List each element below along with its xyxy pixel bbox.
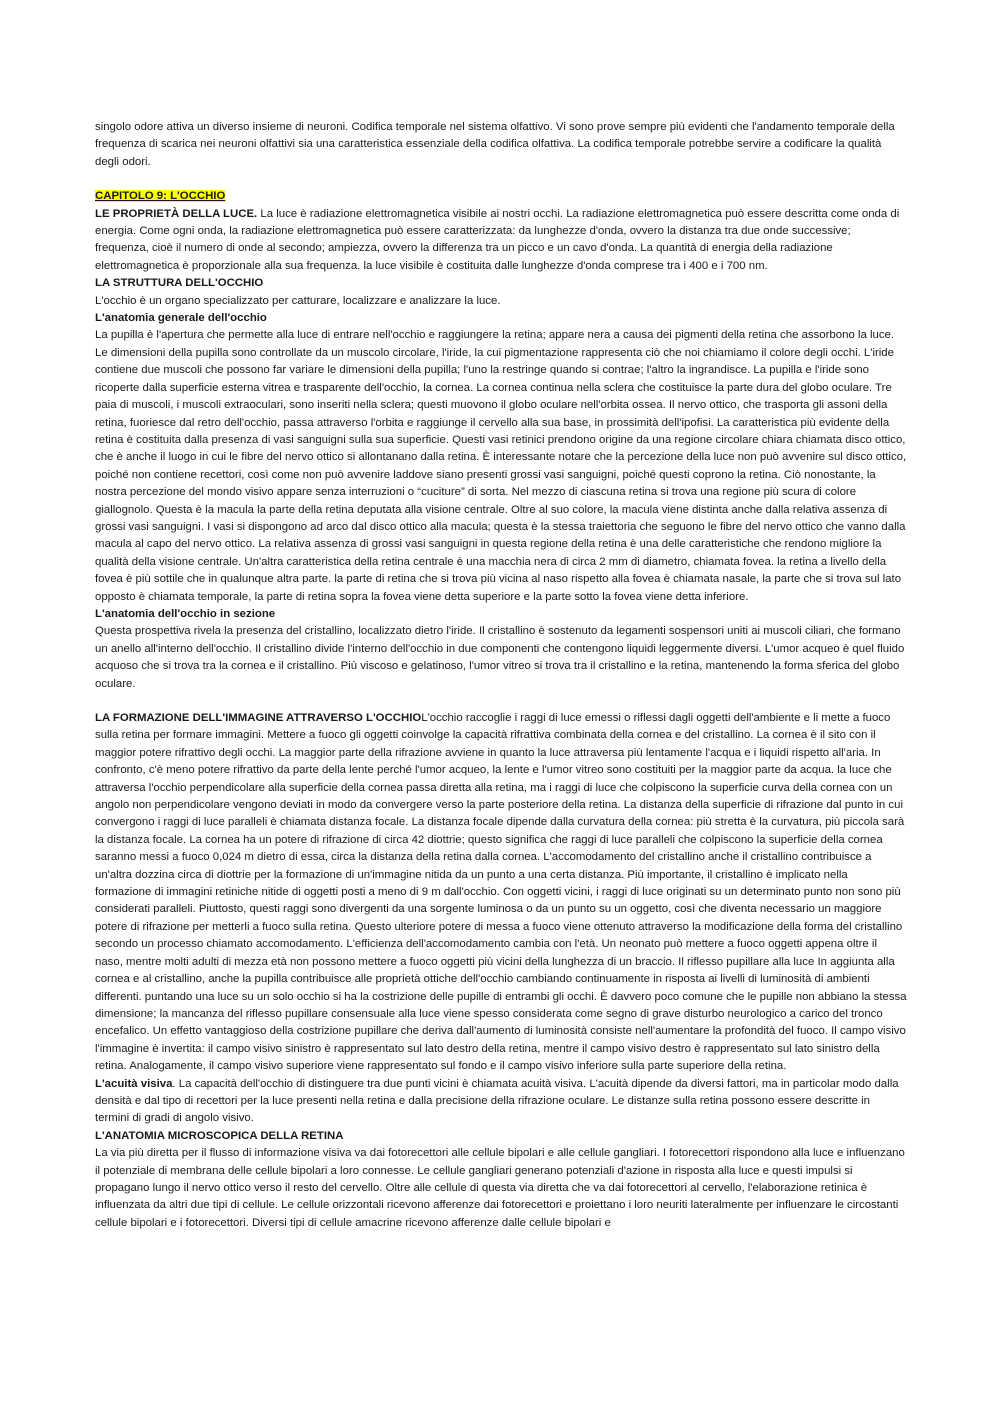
general-anatomy-text: La pupilla è l'apertura che permette alla luce di entrare nell'occhio e raggiungere la retina; appare nera a causa dei pigmenti della retina che assorbono la luce. Le dimensioni della pupilla sono controllate da un muscolo circolare, l'iride, la cui pigmentazione rappresenta ciò che noi chiamiamo il colore degli occhi. L'iride contiene due muscoli che possono far variare le dimensioni della pupilla; l'uno la restringe quando si contrae; l'altro la ingrandisce. La pupilla e l'iride sono ricoperte dalla superficie esterna vitrea e trasparente dell'occhio, la cornea. La cornea continua nella sclera che costituisce la parte dura del globo oculare. Tre paia di muscoli, i muscoli extraoculari, sono inseriti nella sclera; questi muovono il globo oculare nell'orbita ossea. Il nervo ottico, che trasporta gli assoni della retina, fuoriesce dal retro dell'occhio, passa attraverso l'orbita e raggiunge il cervello alla sua base, in prossimità dell'ipofisi. La caratteristica più evidente della retina è costituita dalla presenza di vasi sanguigni sulla sua superficie. Questi vasi retinici prendono origine da una regione circolare chiara chiamata disco ottico, che è anche il luogo in cui le fibre del nervo ottico si allontanano dalla retina. È interessante notare che la percezione della luce non può avvenire sul disco ottico, poiché non contiene recettori, così come non può avvenire laddove siano presenti grossi vasi sanguigni, poiché questi coprono la retina. Ciò nonostante, la nostra percezione del mondo visivo appare senza interruzioni o “cuciture” di sorta. Nel mezzo di ciascuna retina si trova una regione più scura di colore giallognolo. Questa è la macula la parte della retina deputata alla visione centrale. Oltre al suo colore, la macula viene distinta anche dalla relativa assenza di grossi vasi sanguigni. I vasi si dispongono ad arco dal disco ottico alla macula; questa è la stessa traiettoria che seguono le fibre del nervo ottico che vanno dalla macula al capo del nervo ottico. La relativa assenza di grossi vasi sanguigni in questa regione della retina è una delle caratteristiche che rendono migliore la qualità della visione centrale. Un'altra caratteristica della retina centrale è una macchia nera di circa 2 mm di diametro, chiamata fovea. la retina a livello della fovea è più sottile che in qualunque altra parte. la parte di retina che si trova più vicina al naso rispetto alla fovea è chiamata nasale, la parte che si trova sul lato opposto è chiamata temporale, la parte di retina sopra la fovea viene detta superiore e la parte sotto la fovea viene detta inferiore. [95,329,907,603]
acuity-paragraph [95,1076,907,1128]
chapter-title-line [95,188,907,205]
acuity-heading: L'acuità visiva [95,1077,173,1090]
retina-text: La via più diretta per il flusso di informazione visiva va dai fotorecettori alle cellule bipolari e alle cellule gangliari. I fotorecettori rispondono alla luce e influenzano il potenziale di membrana delle cellule bipolari a loro connesse. Le cellule gangliari generano potenziali d'azione in risposta alla luce e questi impulsi si propagano lungo il nervo ottico verso il resto del cervello. Oltre alle cellule di questa via diretta che va dai fotorecettori al cervello, l'elaborazione retinica è influenzata da altri due tipi di cellule. Le cellule orizzontali ricevono afferenze dai fotorecettori e proiettano i loro neuriti lateralmente per influenzare le circostanti cellule bipolari e i fotorecettori. Diversi tipi di cellule amacrine ricevono afferenze dalle cellule bipolari e [95,1147,905,1229]
image-formation-paragraph [95,710,907,1076]
chapter-title: CAPITOLO 9: L'OCCHIO [95,190,226,203]
retina-heading: L'ANATOMIA MICROSCOPICA DELLA RETINA [95,1129,344,1142]
intro-paragraph: singolo odore attiva un diverso insieme di neuroni. Codifica temporale nel sistema olfattivo. Vi sono prove sempre più evidenti che l'andamento temporale della frequenza di scarica nei neuroni olfattivi sia una caratteristica essenziale della codifica olfattiva. La codifica temporale potrebbe servire a codificare la qualità degli odori. [95,121,895,168]
image-formation-text: L'occhio raccoglie i raggi di luce emessi o riflessi dagli oggetti dell'ambiente e li mette a fuoco sulla retina per formare immagini. Mettere a fuoco gli oggetti coinvolge la capacità rifrattiva combinata della cornea e del cristallino. La cornea è il sito con il maggior potere rifrattivo degli occhi. La maggior parte della rifrazione avviene in quanto la luce attraversa più lentamente l'acqua e i liquidi rispetto all'aria. In confronto, c'è meno potere rifrattivo da parte della lente perché l'umor acqueo, la lente e l'umor vitreo sono costituiti per la maggior parte da acqua. la luce che attraversa l'occhio perpendicolare alla superficie della cornea passa diretta alla retina, ma i raggi di luce che colpiscono la superficie curva della cornea con un angolo non perpendicolare vengono deviati in modo da convergere verso la parte posteriore della retina. La distanza della superficie di rifrazione dal punto in cui convergono i raggi di luce paralleli è chiamata distanza focale. La distanza focale dipende dalla curvatura della cornea: più stretta è la curvatura, più piccola sarà la distanza focale. La cornea ha un potere di rifrazione di circa 42 diottrie; questo significa che raggi di luce paralleli che colpiscono la superficie della cornea saranno messi a fuoco 0,024 m dietro di essa, circa la distanza della retina dalla cornea. L'accomodamento del cristallino anche il cristallino contribuisce a un'altra dozzina circa di diottrie per la formazione di un'immagine nitida da un punto a una certa distanza. Più importante, il cristallino è implicato nella formazione di immagini retiniche nitide di oggetti posti a meno di 9 m dall'occhio. Con oggetti vicini, i raggi di luce originati su un determinato punto non sono più considerati paralleli. Piuttosto, questi raggi sono divergenti da una sorgente luminosa o da un punto su un oggetto, così che diventa necessario un maggiore potere di rifrazione per metterli a fuoco sulla retina. Questo ulteriore potere di messa a fuoco viene ottenuto attraverso la modificazione della forma del cristallino secondo un processo chiamato accomodamento. L'efficienza dell'accomodamento cambia con l'età. Un neonato può mettere a fuoco oggetti appena oltre il naso, mentre molti adulti di mezza età non possono mettere a fuoco oggetti più vicini della lunghezza di un braccio. Il riflesso pupillare alla luce In aggiunta alla cornea e al cristallino, anche la pupilla contribuisce alle proprietà ottiche dell'occhio cambiando continuamente in risposta ai livelli di luminosità di ambienti differenti. puntando una luce su un solo occhio si ha la costrizione delle pupille di entrambi gli occhi. È davvero poco comune che le pupille non abbiano la stessa dimensione; la mancanza del riflesso pupillare consensuale alla luce viene spesso considerata come segno di grave disturbo neurologico a carico del tronco encefalico. Un effetto vantaggioso della costrizione pupillare che deriva dall'aumento di luminosità consiste nell'aumentare la profondità del fuoco. Il campo visivo l'immagine è invertita: il campo visivo sinistro è rappresentato sul lato destro della retina, mentre il campo visivo destro è rappresentato sul lato sinistro della retina. Analogamente, il campo visivo superiore viene rappresentato sul fondo e il campo visivo inferiore sulla parte superiore della retina. [95,712,907,1073]
general-anatomy-heading: L'anatomia generale dell'occhio [95,312,267,325]
paragraph-gap [95,693,907,710]
image-formation-heading: LA FORMAZIONE DELL'IMMAGINE ATTRAVERSO L'OCCHIO [95,712,422,724]
acuity-text: . La capacità dell'occhio di distinguere tra due punti vicini è chiamata acuità visiva. L'acuità dipende da diversi fattori, ma in particolar modo dalla densità e dal tipo di recettori per la luce presenti nella retina e dalla precisione della rifrazione oculare. Le distanze sulla retina possono essere descritte in termini di gradi di angolo visivo. [95,1077,899,1125]
light-text: La luce è radiazione elettromagnetica visibile ai nostri occhi. La radiazione elettromagnetica può essere descritta come onda di energia. Come ogni onda, la radiazione elettromagnetica può essere caratterizzata: da lunghezze d'onda, ovvero la distanza tra due onde successive; frequenza, cioè il numero di onde al secondo; ampiezza, ovvero la differenza tra un picco e un cavo d'onda. La quantità di energia della radiazione elettromagnetica è proporzionale alla sua frequenza. la luce visibile è costituita dalle lunghezze d'onda comprese tra i 400 e i 700 nm. [95,207,900,272]
structure-heading: LA STRUTTURA DELL'OCCHIO [95,277,264,290]
paragraph-gap [95,171,907,188]
section-anatomy-text: Questa prospettiva rivela la presenza del cristallino, localizzato dietro l'iride. Il cristallino è sostenuto da legamenti sospensori uniti ai muscoli ciliari, che formano un anello all'interno dell'occhio. Il cristallino divide l'interno dell'occhio in due componenti che contengono liquidi leggermente diversi. L'umor acqueo è quel fluido acquoso che si trova tra la cornea e il cristallino. Più viscoso e gelatinoso, l'umor vitreo si trova tra il cristallino e la retina, mantenendo la forma sferica del globo oculare. [95,625,905,690]
light-paragraph [95,206,907,276]
light-heading: LE PROPRIETÀ DELLA LUCE. [95,207,261,220]
structure-text: L'occhio è un organo specializzato per catturare, localizzare e analizzare la luce. [95,294,501,307]
document-body [95,119,907,1232]
section-anatomy-heading: L'anatomia dell'occhio in sezione [95,607,276,620]
